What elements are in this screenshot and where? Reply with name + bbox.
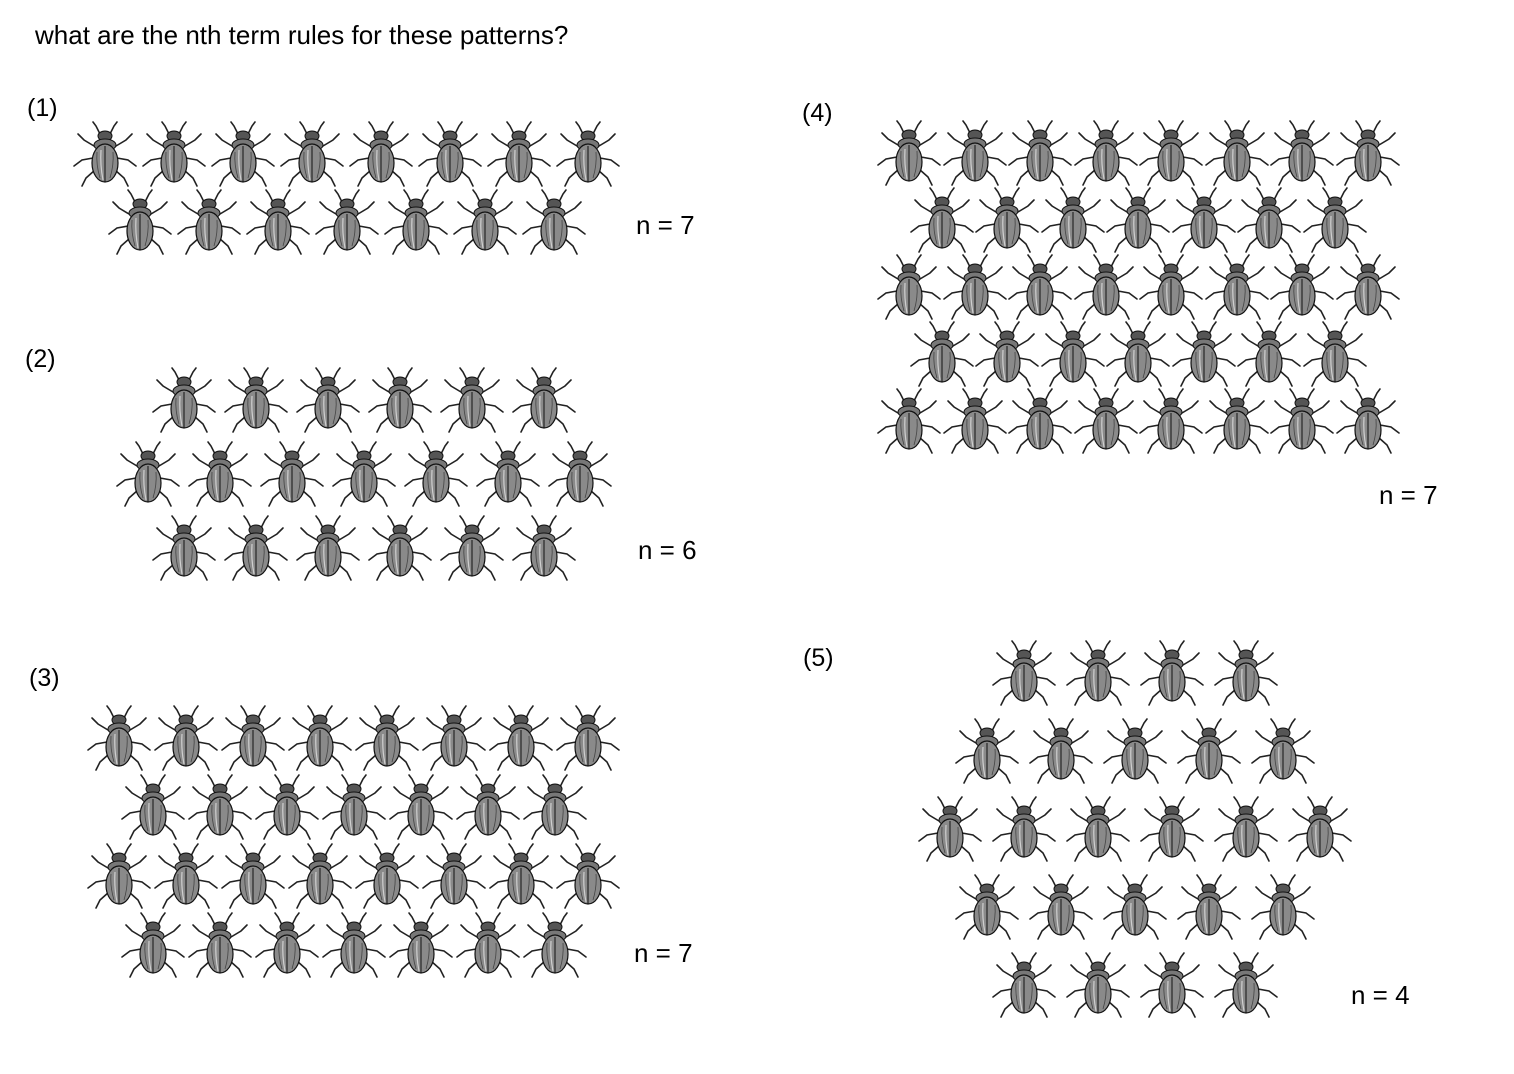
beetle-icon <box>1300 186 1370 254</box>
beetle-icon <box>293 366 363 434</box>
beetle-icon <box>1333 387 1403 455</box>
beetle-icon <box>1071 119 1141 187</box>
beetle-icon <box>221 366 291 434</box>
beetle-icon <box>1137 639 1207 707</box>
beetle-icon <box>1038 320 1108 388</box>
beetle-icon <box>329 440 399 508</box>
beetle-icon <box>221 514 291 582</box>
beetle-icon <box>437 514 507 582</box>
beetle-icon <box>453 773 523 841</box>
beetle-icon <box>381 188 451 256</box>
beetle-icon <box>415 120 485 188</box>
beetle-icon <box>952 873 1022 941</box>
beetle-icon <box>450 188 520 256</box>
beetle-icon <box>257 440 327 508</box>
beetle-icon <box>1174 717 1244 785</box>
beetle-icon <box>174 188 244 256</box>
beetle-icon <box>1211 639 1281 707</box>
beetle-icon <box>1267 119 1337 187</box>
pattern-4-n-label: n = 7 <box>1379 480 1438 510</box>
beetle-icon <box>218 842 288 910</box>
beetle-icon <box>1038 186 1108 254</box>
beetle-icon <box>1202 253 1272 321</box>
beetle-icon <box>940 253 1010 321</box>
beetle-icon <box>1071 387 1141 455</box>
beetle-icon <box>972 186 1042 254</box>
beetle-icon <box>907 186 977 254</box>
beetle-icon <box>1136 387 1206 455</box>
beetle-icon <box>1063 639 1133 707</box>
beetle-icon <box>519 188 589 256</box>
beetle-icon <box>1285 795 1355 863</box>
beetle-icon <box>484 120 554 188</box>
pattern-4-label: (4) <box>802 99 833 127</box>
beetle-icon <box>1005 387 1075 455</box>
beetle-icon <box>1026 873 1096 941</box>
beetle-icon <box>149 366 219 434</box>
beetle-icon <box>419 704 489 772</box>
beetle-icon <box>520 773 590 841</box>
beetle-icon <box>139 120 209 188</box>
beetle-icon <box>285 704 355 772</box>
beetle-icon <box>972 320 1042 388</box>
beetle-icon <box>352 704 422 772</box>
beetle-icon <box>1202 387 1272 455</box>
beetle-icon <box>1267 253 1337 321</box>
beetle-icon <box>1063 951 1133 1019</box>
beetle-icon <box>915 795 985 863</box>
beetle-icon <box>149 514 219 582</box>
beetle-icon <box>437 366 507 434</box>
beetle-icon <box>545 440 615 508</box>
beetle-icon <box>1137 951 1207 1019</box>
beetle-icon <box>84 704 154 772</box>
beetle-icon <box>553 120 623 188</box>
pattern-5-n-label: n = 4 <box>1351 980 1410 1010</box>
beetle-icon <box>1100 873 1170 941</box>
pattern-5-label: (5) <box>803 644 834 672</box>
beetle-icon <box>453 911 523 979</box>
beetle-icon <box>1071 253 1141 321</box>
beetle-icon <box>1174 873 1244 941</box>
beetle-icon <box>365 514 435 582</box>
beetle-icon <box>1169 320 1239 388</box>
pattern-3-n-label: n = 7 <box>634 938 693 968</box>
beetle-icon <box>352 842 422 910</box>
beetle-icon <box>252 911 322 979</box>
beetle-icon <box>940 387 1010 455</box>
beetle-icon <box>151 842 221 910</box>
beetle-icon <box>1136 119 1206 187</box>
beetle-icon <box>1234 186 1304 254</box>
beetle-icon <box>1333 119 1403 187</box>
beetle-icon <box>208 120 278 188</box>
beetle-icon <box>118 773 188 841</box>
beetle-icon <box>907 320 977 388</box>
beetle-icon <box>1248 717 1318 785</box>
beetle-icon <box>218 704 288 772</box>
beetle-icon <box>553 704 623 772</box>
beetle-icon <box>509 514 579 582</box>
beetle-icon <box>84 842 154 910</box>
beetle-icon <box>185 773 255 841</box>
beetle-icon <box>1103 186 1173 254</box>
beetle-icon <box>1333 253 1403 321</box>
beetle-icon <box>312 188 382 256</box>
beetle-icon <box>874 119 944 187</box>
beetle-icon <box>989 795 1059 863</box>
pattern-2-n-label: n = 6 <box>638 535 697 565</box>
beetle-icon <box>151 704 221 772</box>
beetle-icon <box>319 911 389 979</box>
beetle-icon <box>185 911 255 979</box>
beetle-icon <box>1169 186 1239 254</box>
beetle-icon <box>874 253 944 321</box>
beetle-icon <box>386 773 456 841</box>
beetle-icon <box>874 387 944 455</box>
beetle-icon <box>1211 795 1281 863</box>
beetle-icon <box>1026 717 1096 785</box>
beetle-icon <box>285 842 355 910</box>
beetle-icon <box>1202 119 1272 187</box>
beetle-icon <box>185 440 255 508</box>
beetle-icon <box>952 717 1022 785</box>
pattern-3-label: (3) <box>29 664 60 692</box>
beetle-icon <box>118 911 188 979</box>
beetle-icon <box>1234 320 1304 388</box>
beetle-icon <box>319 773 389 841</box>
beetle-icon <box>473 440 543 508</box>
beetle-icon <box>293 514 363 582</box>
beetle-icon <box>1267 387 1337 455</box>
beetle-icon <box>940 119 1010 187</box>
beetle-icon <box>277 120 347 188</box>
beetle-icon <box>105 188 175 256</box>
beetle-icon <box>113 440 183 508</box>
beetle-icon <box>1005 119 1075 187</box>
beetle-icon <box>386 911 456 979</box>
pattern-2-label: (2) <box>25 345 56 373</box>
beetle-icon <box>509 366 579 434</box>
beetle-icon <box>419 842 489 910</box>
beetle-icon <box>346 120 416 188</box>
question-text: what are the nth term rules for these patterns? <box>35 20 569 50</box>
beetle-icon <box>989 951 1059 1019</box>
beetle-icon <box>1005 253 1075 321</box>
beetle-icon <box>1103 320 1173 388</box>
pattern-1-label: (1) <box>27 94 58 122</box>
beetle-icon <box>1100 717 1170 785</box>
beetle-icon <box>553 842 623 910</box>
beetle-icon <box>1137 795 1207 863</box>
beetle-icon <box>486 704 556 772</box>
pattern-1-n-label: n = 7 <box>636 210 695 240</box>
beetle-icon <box>365 366 435 434</box>
beetle-icon <box>989 639 1059 707</box>
beetle-icon <box>70 120 140 188</box>
beetle-icon <box>1248 873 1318 941</box>
beetle-icon <box>243 188 313 256</box>
beetle-icon <box>1211 951 1281 1019</box>
beetle-icon <box>252 773 322 841</box>
beetle-icon <box>1063 795 1133 863</box>
beetle-icon <box>1300 320 1370 388</box>
beetle-icon <box>401 440 471 508</box>
beetle-icon <box>486 842 556 910</box>
beetle-icon <box>1136 253 1206 321</box>
beetle-icon <box>520 911 590 979</box>
